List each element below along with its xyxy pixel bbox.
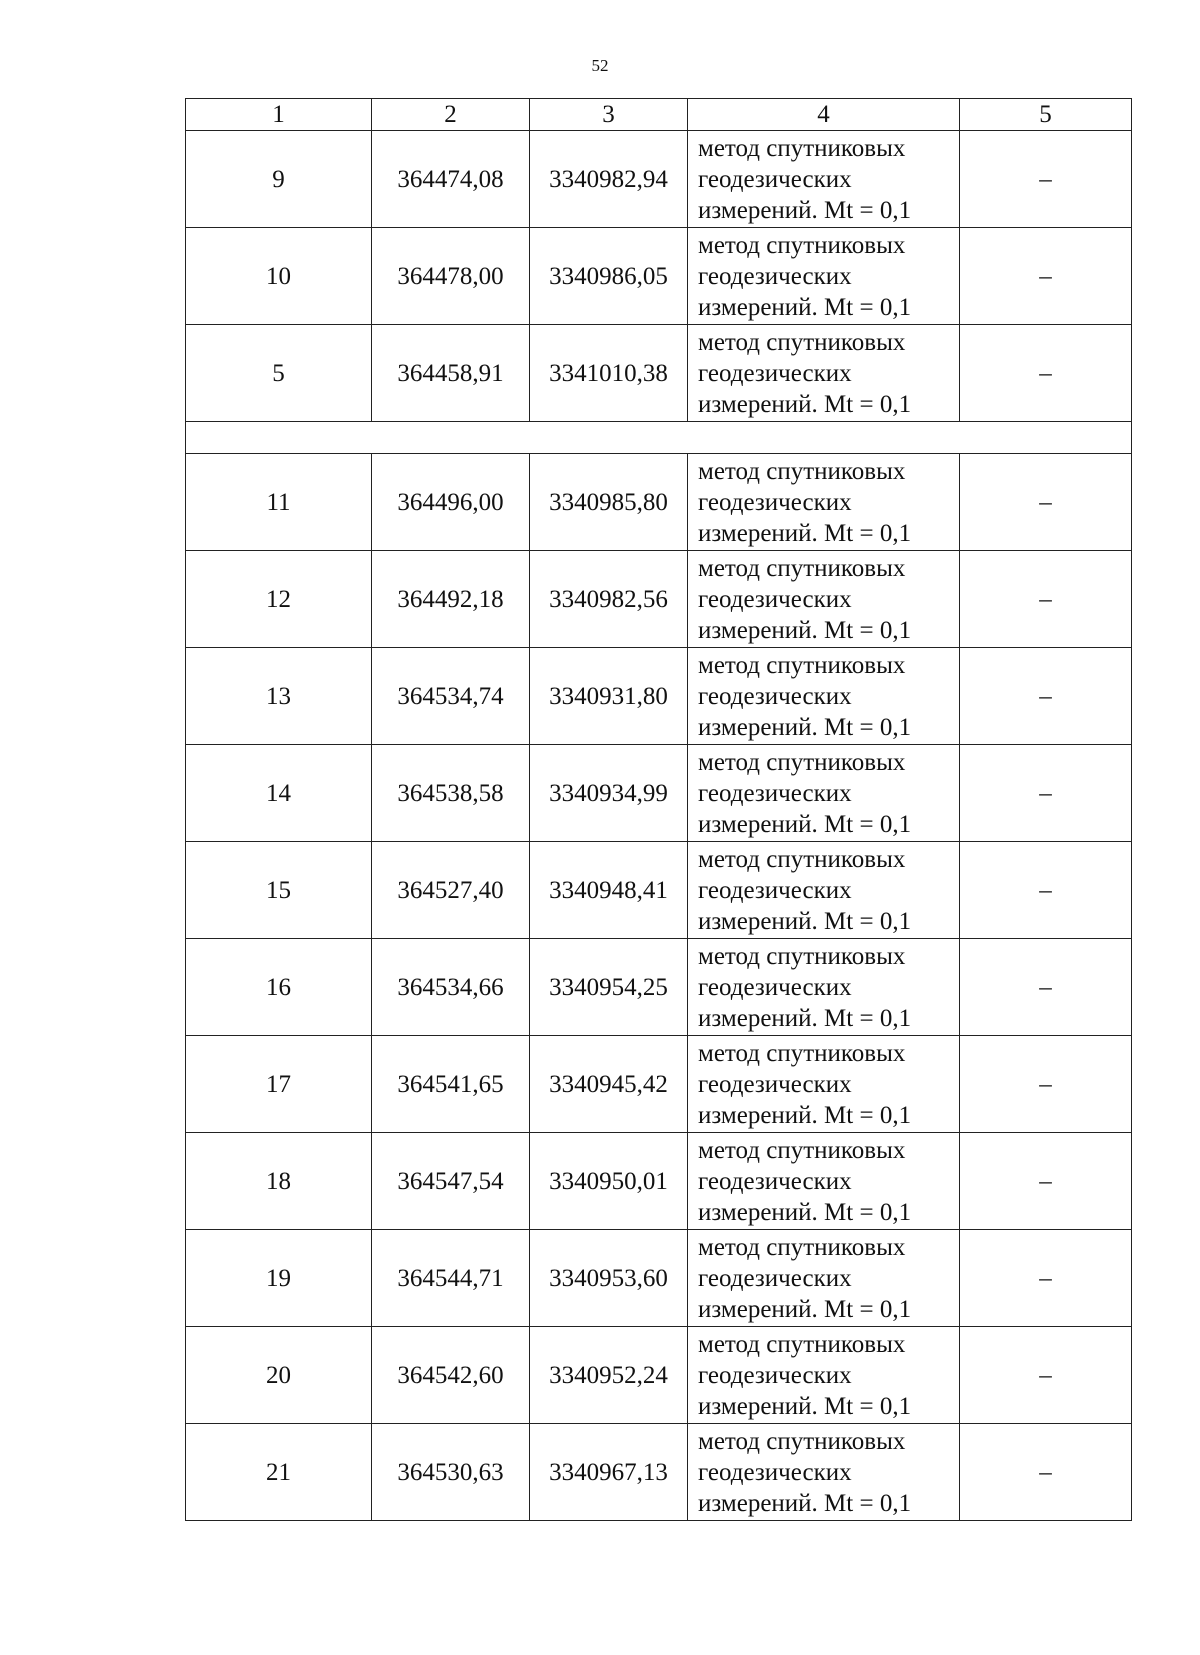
y-coordinate-cell: 3340982,56	[530, 551, 688, 648]
x-coordinate-cell: 364474,08	[372, 131, 530, 228]
table-row	[186, 1133, 1132, 1230]
table-row	[186, 1327, 1132, 1424]
method-cell	[688, 454, 960, 551]
separator-cell	[186, 422, 1132, 454]
point-number-cell: 19	[186, 1230, 372, 1327]
note-cell: –	[960, 1036, 1132, 1133]
coordinates-table	[185, 98, 1132, 1521]
method-line: измерений. Mt = 0,1	[698, 810, 912, 838]
method-line: метод спутниковых	[698, 845, 906, 873]
method-line: геодезических	[698, 779, 852, 807]
header-cell: 3	[530, 99, 688, 131]
method-line: метод спутниковых	[698, 328, 906, 356]
x-coordinate-cell: 364542,60	[372, 1327, 530, 1424]
method-line: метод спутниковых	[698, 1136, 906, 1164]
y-coordinate-cell: 3340945,42	[530, 1036, 688, 1133]
point-number-cell: 15	[186, 842, 372, 939]
method-line: геодезических	[698, 165, 852, 193]
method-line: измерений. Mt = 0,1	[698, 616, 912, 644]
method-line: измерений. Mt = 0,1	[698, 907, 912, 935]
point-number-cell: 17	[186, 1036, 372, 1133]
method-cell	[688, 745, 960, 842]
method-line: метод спутниковых	[698, 554, 906, 582]
note-cell: –	[960, 551, 1132, 648]
x-coordinate-cell: 364544,71	[372, 1230, 530, 1327]
method-line: геодезических	[698, 359, 852, 387]
method-line: геодезических	[698, 973, 852, 1001]
header-cell: 2	[372, 99, 530, 131]
method-line: измерений. Mt = 0,1	[698, 1295, 912, 1323]
method-line: геодезических	[698, 585, 852, 613]
table-row	[186, 1424, 1132, 1521]
table-row	[186, 131, 1132, 228]
table-row	[186, 454, 1132, 551]
method-line: метод спутниковых	[698, 1330, 906, 1358]
method-line: геодезических	[698, 1167, 852, 1195]
method-cell	[688, 842, 960, 939]
method-line: измерений. Mt = 0,1	[698, 293, 912, 321]
method-line: геодезических	[698, 488, 852, 516]
method-cell	[688, 551, 960, 648]
y-coordinate-cell: 3340967,13	[530, 1424, 688, 1521]
point-number-cell: 13	[186, 648, 372, 745]
method-line: измерений. Mt = 0,1	[698, 1489, 912, 1517]
method-cell	[688, 325, 960, 422]
method-line: измерений. Mt = 0,1	[698, 390, 912, 418]
point-number-cell: 9	[186, 131, 372, 228]
note-cell: –	[960, 454, 1132, 551]
y-coordinate-cell: 3340931,80	[530, 648, 688, 745]
table-row	[186, 551, 1132, 648]
note-cell: –	[960, 1424, 1132, 1521]
table-row	[186, 325, 1132, 422]
x-coordinate-cell: 364527,40	[372, 842, 530, 939]
method-cell	[688, 228, 960, 325]
point-number-cell: 16	[186, 939, 372, 1036]
x-coordinate-cell: 364530,63	[372, 1424, 530, 1521]
method-line: геодезических	[698, 1458, 852, 1486]
method-line: метод спутниковых	[698, 1233, 906, 1261]
y-coordinate-cell: 3340950,01	[530, 1133, 688, 1230]
method-line: измерений. Mt = 0,1	[698, 1101, 912, 1129]
note-cell: –	[960, 131, 1132, 228]
x-coordinate-cell: 364534,66	[372, 939, 530, 1036]
note-cell: –	[960, 228, 1132, 325]
method-line: метод спутниковых	[698, 134, 906, 162]
method-line: измерений. Mt = 0,1	[698, 1004, 912, 1032]
coordinates-table-body	[186, 99, 1132, 1521]
header-cell: 5	[960, 99, 1132, 131]
method-line: геодезических	[698, 1070, 852, 1098]
method-line: измерений. Mt = 0,1	[698, 196, 912, 224]
point-number-cell: 20	[186, 1327, 372, 1424]
note-cell: –	[960, 1230, 1132, 1327]
note-cell: –	[960, 842, 1132, 939]
method-line: геодезических	[698, 682, 852, 710]
method-line: измерений. Mt = 0,1	[698, 1198, 912, 1226]
point-number-cell: 11	[186, 454, 372, 551]
header-cell: 4	[688, 99, 960, 131]
note-cell: –	[960, 648, 1132, 745]
y-coordinate-cell: 3340982,94	[530, 131, 688, 228]
method-line: геодезических	[698, 1264, 852, 1292]
x-coordinate-cell: 364492,18	[372, 551, 530, 648]
note-cell: –	[960, 1327, 1132, 1424]
method-line: метод спутниковых	[698, 651, 906, 679]
method-cell	[688, 939, 960, 1036]
method-line: измерений. Mt = 0,1	[698, 519, 912, 547]
y-coordinate-cell: 3340954,25	[530, 939, 688, 1036]
x-coordinate-cell: 364478,00	[372, 228, 530, 325]
y-coordinate-cell: 3340934,99	[530, 745, 688, 842]
page-number: 52	[591, 56, 609, 75]
table-row	[186, 939, 1132, 1036]
method-line: метод спутниковых	[698, 1427, 906, 1455]
point-number-cell: 5	[186, 325, 372, 422]
x-coordinate-cell: 364534,74	[372, 648, 530, 745]
method-line: метод спутниковых	[698, 457, 906, 485]
separator-row	[186, 422, 1132, 454]
method-cell	[688, 1036, 960, 1133]
x-coordinate-cell: 364541,65	[372, 1036, 530, 1133]
x-coordinate-cell: 364496,00	[372, 454, 530, 551]
method-line: метод спутниковых	[698, 231, 906, 259]
method-line: геодезических	[698, 1361, 852, 1389]
method-line: измерений. Mt = 0,1	[698, 1392, 912, 1420]
y-coordinate-cell: 3340985,80	[530, 454, 688, 551]
table-row	[186, 228, 1132, 325]
method-line: метод спутниковых	[698, 942, 906, 970]
x-coordinate-cell: 364547,54	[372, 1133, 530, 1230]
y-coordinate-cell: 3340948,41	[530, 842, 688, 939]
point-number-cell: 10	[186, 228, 372, 325]
y-coordinate-cell: 3340953,60	[530, 1230, 688, 1327]
method-line: геодезических	[698, 262, 852, 290]
method-cell	[688, 1327, 960, 1424]
table-row	[186, 648, 1132, 745]
method-line: геодезических	[698, 876, 852, 904]
y-coordinate-cell: 3340986,05	[530, 228, 688, 325]
table-row	[186, 842, 1132, 939]
header-cell: 1	[186, 99, 372, 131]
x-coordinate-cell: 364458,91	[372, 325, 530, 422]
table-row	[186, 745, 1132, 842]
point-number-cell: 21	[186, 1424, 372, 1521]
note-cell: –	[960, 939, 1132, 1036]
note-cell: –	[960, 745, 1132, 842]
y-coordinate-cell: 3340952,24	[530, 1327, 688, 1424]
note-cell: –	[960, 1133, 1132, 1230]
y-coordinate-cell: 3341010,38	[530, 325, 688, 422]
point-number-cell: 18	[186, 1133, 372, 1230]
method-line: метод спутниковых	[698, 748, 906, 776]
point-number-cell: 14	[186, 745, 372, 842]
table-header-row	[186, 99, 1132, 131]
method-cell	[688, 648, 960, 745]
method-cell	[688, 1424, 960, 1521]
method-line: измерений. Mt = 0,1	[698, 713, 912, 741]
point-number-cell: 12	[186, 551, 372, 648]
x-coordinate-cell: 364538,58	[372, 745, 530, 842]
table-row	[186, 1036, 1132, 1133]
method-cell	[688, 1133, 960, 1230]
method-cell	[688, 1230, 960, 1327]
method-line: метод спутниковых	[698, 1039, 906, 1067]
method-cell	[688, 131, 960, 228]
note-cell: –	[960, 325, 1132, 422]
table-row	[186, 1230, 1132, 1327]
